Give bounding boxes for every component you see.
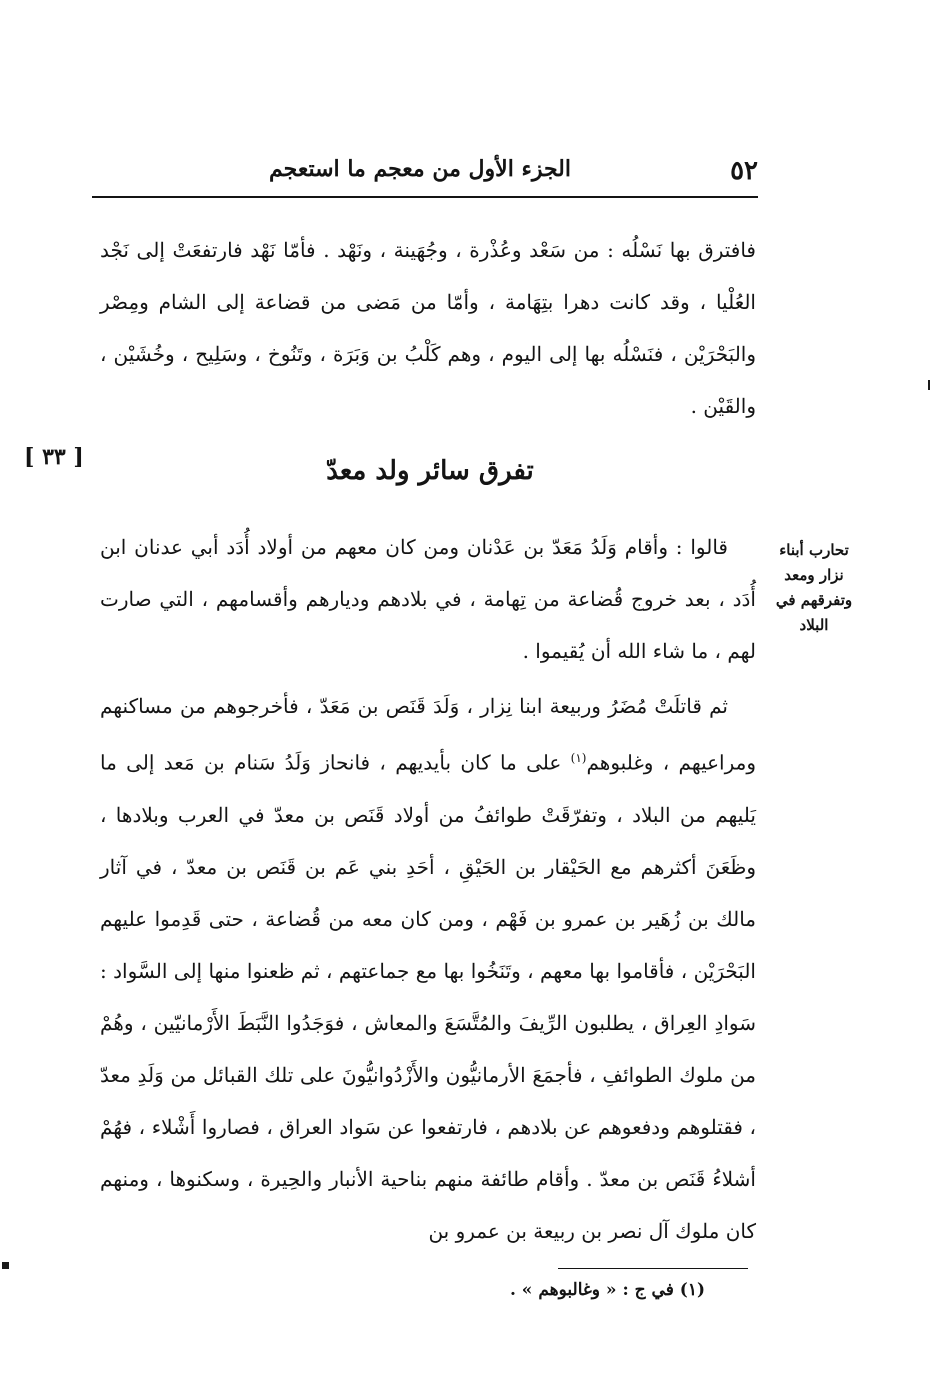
header-rule: [92, 196, 758, 198]
scan-artifact: [2, 1262, 9, 1269]
section-heading: تفرق سائر ولد معدّ: [326, 456, 534, 486]
margin-note-line: البلاد: [799, 616, 829, 634]
scan-artifact: [928, 380, 930, 390]
footnote-rule: [558, 1268, 748, 1269]
section-number-marker: [ ٣٣ ]: [24, 444, 84, 470]
paragraph-third-text-a: ثم قاتلَتْ مُضَرُ وربيعة ابنا نِزار ، وَلَدَ قَنَص بن مَعَدّ ، فأخرجوهم من مساكنهم ومراعيهم ، وغلبوهم: [100, 694, 757, 775]
footnote: (١) في ج : « وغالبوهم » .: [509, 1280, 705, 1300]
paragraph-second-text: قالوا : وأقام وَلَدُ مَعَدّ بن عَدْنان ومن كان معهم من أولاد أُدَد أبي عدنان ابن أُدَد ، بعد خروج قُضاعة من تِهامة ، في بلادهم وديارهم وأقسامهم ، التي صارت لهم ، ما شاء الله أن يُقيموا .: [100, 535, 756, 663]
margin-note-line: نزار ومعد: [784, 566, 844, 584]
paragraph-third: [100, 680, 756, 1257]
margin-note-line: تحارب أبناء: [779, 541, 849, 559]
margin-note-line: وتفرقهم في: [775, 591, 853, 609]
paragraph-top: فافترق بها نَسْلُه : من سَعْد وعُذْرة ، وجُهَينة ، ونَهْد . فأمّا نَهْد فارتفعَتْ إلى نَجْد العُلْيا ، وقد كانت دهرا بتِهَامة ، وأمّا من مَضى من قضاعة إلى الشام ومِصْر والبَحْرَيْن ، فنَسْلُه بها إلى اليوم ، وهم كَلْبُ بن وَبَرَة ، وتَنُوخ ، وسَلِيح ، وخُشَيْن ، والقَيْن .: [100, 238, 756, 418]
margin-note: [764, 538, 864, 638]
running-header: [92, 152, 758, 192]
footnote-reference: (١): [570, 751, 587, 765]
paragraph-second: [100, 521, 756, 677]
page-number: ٥٢: [730, 156, 758, 186]
paragraph-third-text-b: على ما كان بأيديهم ، فانحاز وَلَدُ سَنام بن مَعد إلى ما يَليهم من البلاد ، وتفرّقَتْ طوائفُ من أولاد قَنَص بن معدّ في العرب وبلادها ، وظَعَنَ أكثرهم مع الحَيْقار بن الحَيْقِ ، أحَدِ بني عَم بن قَنَص بن معدّ ، في آثار مالك بن زُهَير بن عمرو بن فَهْم ، ومن كان معه من قُضاعة ، حتى قَدِموا عليهم البَحْرَيْن ، فأقاموا بها معهم ، وتَنَخُوا بها مع جماعتهم ، ثم ظعنوا منها إلى السَّواد : سَوادِ العِراق ، يطلبون الرِّيفَ والمُتَّسَعَ والمعاش ، فوَجَدُوا النَّبَطَ الأَرْمانيّين ، وهُمْ من ملوك الطوائفِ ، فأجمَعَ الأرمانيُّون والأَزْدُوانيُّونَ على تلك القبائل من وَلَدِ معدّ ، فقتلوهم ودفعوهم عن بلادهم ، فارتفعوا عن سَواد العراق ، فصاروا أَشْلاء ، فهُمْ أشلاءُ قَنَص بن معدّ . وأقام طائفة منهم بناحية الأنبار والحِيرة ، وسكنوها ، ومنهم كان ملوك آل نصر بن ربيعة بن عمرو بن: [100, 750, 756, 1243]
book-title: الجزء الأول من معجم ما استعجم: [269, 156, 571, 182]
